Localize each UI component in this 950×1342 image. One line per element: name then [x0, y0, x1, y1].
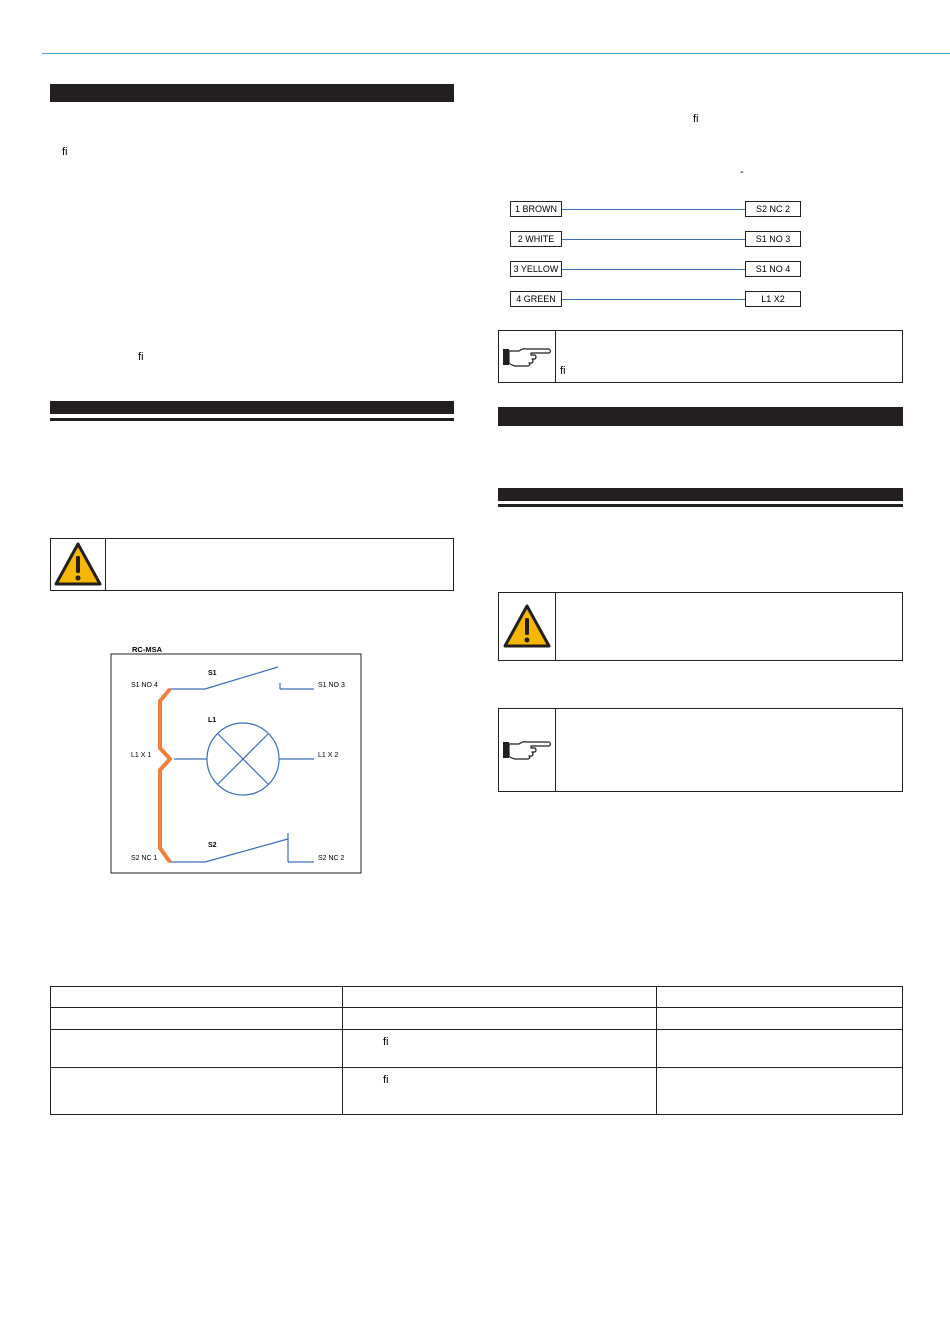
wire-to-3: S1 NO 4 — [745, 261, 801, 277]
wire-line-4 — [562, 299, 745, 300]
warning-icon-cell — [51, 539, 106, 590]
section-bar-1 — [50, 84, 454, 102]
table-cell — [51, 1008, 343, 1030]
diagram-title: RC-MSA — [132, 645, 162, 654]
terminal-l1-x2: L1 X 2 — [318, 752, 339, 759]
wire-from-3: 3 YELLOW — [510, 261, 562, 277]
section-bar-2-underline — [50, 418, 454, 421]
hand-icon-cell — [499, 709, 556, 791]
table-cell — [657, 1008, 903, 1030]
dash-glyph: - — [740, 166, 744, 178]
warning-triangle-icon — [51, 539, 105, 590]
data-table — [50, 986, 903, 1115]
table-cell: ﬁ — [343, 1068, 657, 1115]
pointing-hand-icon — [499, 709, 555, 791]
warning-box-2 — [498, 592, 903, 661]
table-cell — [51, 987, 343, 1008]
ligature-glyph: ﬁ — [560, 365, 566, 377]
warning-icon-cell — [499, 593, 556, 660]
table-cell — [51, 1068, 343, 1115]
wire-line-2 — [562, 239, 745, 240]
table-row — [51, 1068, 903, 1115]
table-cell — [657, 987, 903, 1008]
label-l1: L1 — [208, 717, 217, 724]
warning-triangle-icon — [499, 593, 555, 660]
table-row — [51, 987, 903, 1008]
label-s1: S1 — [208, 670, 217, 677]
table-cell: ﬁ — [343, 1030, 657, 1068]
table-cell — [343, 987, 657, 1008]
note-box-2 — [498, 708, 903, 792]
terminal-s2-nc2: S2 NC 2 — [318, 855, 345, 862]
wire-from-2: 2 WHITE — [510, 231, 562, 247]
table-cell — [657, 1068, 903, 1115]
section-bar-4-underline — [498, 504, 903, 507]
table-cell — [657, 1030, 903, 1068]
wire-from-1: 1 BROWN — [510, 201, 562, 217]
note-box-1 — [498, 330, 903, 383]
hand-icon-cell — [499, 331, 556, 382]
wire-to-1: S2 NC 2 — [745, 201, 801, 217]
wire-to-2: S1 NO 3 — [745, 231, 801, 247]
ligature-glyph: ﬁ — [62, 146, 68, 158]
terminal-s2-nc1: S2 NC 1 — [131, 855, 158, 862]
terminal-l1-x1: L1 X 1 — [131, 752, 152, 759]
table-row — [51, 1008, 903, 1030]
ligature-glyph: ﬁ — [138, 351, 144, 363]
terminal-s1-no3: S1 NO 3 — [318, 682, 345, 689]
section-bar-4 — [498, 488, 903, 501]
wire-from-4: 4 GREEN — [510, 291, 562, 307]
terminal-s1-no4: S1 NO 4 — [131, 682, 158, 689]
table-cell — [343, 1008, 657, 1030]
wire-to-4: L1 X2 — [745, 291, 801, 307]
wire-line-1 — [562, 209, 745, 210]
header-rule — [42, 53, 950, 54]
warning-box-1 — [50, 538, 454, 591]
ligature-glyph: ﬁ — [693, 113, 699, 125]
schematic-diagram — [108, 641, 364, 877]
table-cell — [51, 1030, 343, 1068]
label-s2: S2 — [208, 842, 217, 849]
section-bar-3 — [498, 407, 903, 426]
pointing-hand-icon — [499, 331, 555, 382]
table-row — [51, 1030, 903, 1068]
wire-line-3 — [562, 269, 745, 270]
section-bar-2 — [50, 401, 454, 414]
